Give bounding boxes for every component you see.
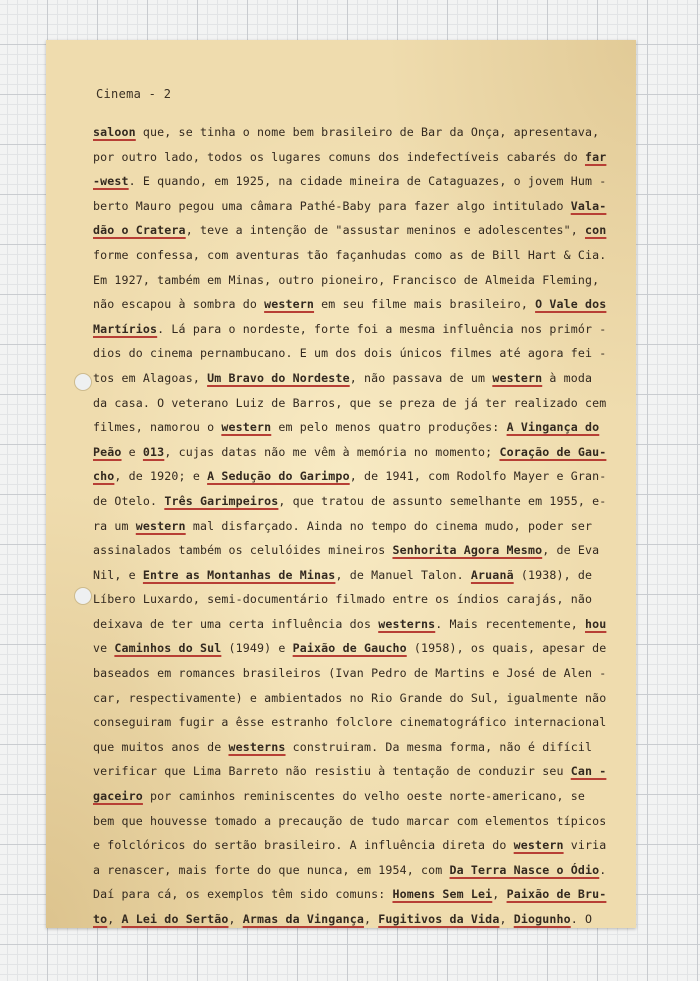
text-line xyxy=(93,317,608,342)
text-line xyxy=(93,538,608,563)
text-line xyxy=(93,612,608,637)
underlined-title: Armas da Vingança xyxy=(242,912,364,926)
text-segment: (1958), os quais, apesar de xyxy=(406,641,607,656)
text-segment: , xyxy=(492,887,507,902)
underlined-title: A Sedução do Garimpo xyxy=(207,469,350,484)
text-line xyxy=(93,145,608,170)
text-line xyxy=(93,366,608,391)
text-line xyxy=(93,218,608,243)
underlined-title: westerns xyxy=(378,616,436,631)
text-segment: , de Manuel Talon. xyxy=(335,567,471,582)
text-line xyxy=(93,833,608,858)
punch-hole xyxy=(74,587,92,605)
text-segment: de Otelo. xyxy=(93,493,165,508)
text-segment: e xyxy=(121,444,143,459)
text-segment: deixava de ter uma certa influência dos xyxy=(93,616,379,631)
text-segment: verificar que Lima Barreto não resistiu à tentação de conduzir seu xyxy=(93,764,571,779)
body-text xyxy=(93,120,608,932)
text-segment: à moda xyxy=(542,370,593,385)
underlined-title: dão o Cratera xyxy=(93,223,186,238)
underlined-title: Da Terra Nasce o Ódio xyxy=(449,862,600,877)
text-segment: , não passava de um xyxy=(349,370,493,385)
underlined-title: western xyxy=(135,518,186,533)
underlined-title: Can - xyxy=(570,764,607,779)
underlined-title: Peão xyxy=(93,444,122,459)
text-segment: por caminhos reminiscentes do velho oeste norte-americano, se xyxy=(142,789,585,804)
text-segment: Nil, e xyxy=(93,567,143,582)
text-line xyxy=(93,440,608,465)
underlined-title: gaceiro xyxy=(93,789,143,804)
text-line xyxy=(93,341,608,366)
text-segment: . Lá para o nordeste, forte foi a mesma influência nos primór - xyxy=(157,321,607,336)
text-segment: . Mais recentemente, xyxy=(435,616,585,631)
text-line xyxy=(93,784,608,809)
text-line xyxy=(93,710,608,735)
text-line xyxy=(93,882,608,907)
underlined-title: Fugitivos da Vida xyxy=(378,912,500,926)
text-segment: por outro lado, todos os lugares comuns dos indefectíveis cabarés do xyxy=(93,149,585,164)
underlined-title: western xyxy=(492,370,543,385)
text-line xyxy=(93,636,608,661)
text-segment: , cujas datas não me vêm à memória no momento; xyxy=(164,444,500,459)
underlined-title: Paixão de Bru- xyxy=(506,887,607,902)
text-line xyxy=(93,563,608,588)
text-segment: filmes, namorou o xyxy=(93,420,222,435)
underlined-title: Diogunho xyxy=(513,912,571,926)
underlined-title: Senhorita Agora Mesmo xyxy=(392,543,543,558)
text-line xyxy=(93,735,608,760)
text-line xyxy=(93,415,608,440)
text-segment: em pelo menos quatro produções: xyxy=(271,420,507,435)
text-line xyxy=(93,120,608,145)
underlined-title: western xyxy=(513,838,564,853)
underlined-title: westerns xyxy=(228,739,286,754)
underlined-title: A Lei do Sertão xyxy=(121,912,229,926)
text-segment: . xyxy=(599,862,607,877)
text-segment: mal disfarçado. Ainda no tempo do cinema mudo, poder ser xyxy=(185,518,593,533)
underlined-title: Martírios xyxy=(93,321,158,336)
underlined-title: O Vale dos xyxy=(535,297,607,312)
text-line xyxy=(93,661,608,686)
text-segment: car, respectivamente) e ambientados no Rio Grande do Sul, igualmente não xyxy=(93,690,607,705)
text-segment: a renascer, mais forte do que nunca, em 1954, com xyxy=(93,862,450,877)
underlined-title: hou xyxy=(584,616,607,631)
underlined-title: to xyxy=(93,912,108,926)
underlined-title: Aruanã xyxy=(470,567,514,582)
underlined-title: cho xyxy=(93,469,115,484)
underlined-title: Coração de Gau- xyxy=(499,444,607,459)
text-segment: e folclóricos do sertão brasileiro. A influência direta do xyxy=(93,838,514,853)
text-line xyxy=(93,169,608,194)
page-header: Cinema - 2 xyxy=(96,87,172,101)
text-line xyxy=(93,907,608,932)
underlined-title: western xyxy=(221,420,272,435)
text-line xyxy=(93,858,608,883)
text-segment: não escapou à sombra do xyxy=(93,297,265,312)
text-line xyxy=(93,292,608,317)
underlined-title: saloon xyxy=(93,125,136,139)
typewritten-page xyxy=(46,40,636,928)
underlined-title: Paixão de Gaucho xyxy=(292,641,407,656)
text-segment: Daí para cá, os exemplos têm sido comuns: xyxy=(93,887,393,902)
text-segment: que muitos anos de xyxy=(93,739,229,754)
text-segment: , xyxy=(107,912,122,926)
text-segment: dios do cinema pernambucano. E um dos dois únicos filmes até agora fei - xyxy=(93,346,607,361)
text-segment: , de 1920; e xyxy=(114,469,208,484)
text-line xyxy=(93,686,608,711)
text-segment: ra um xyxy=(93,518,136,533)
underlined-title: far xyxy=(584,149,607,164)
text-line xyxy=(93,268,608,293)
text-segment: , teve a intenção de "assustar meninos e adolescentes", xyxy=(185,223,585,238)
text-segment: (1949) e xyxy=(221,641,293,656)
text-segment: forme confessa, com aventuras tão façanhudas como as de Bill Hart & Cia. xyxy=(93,247,607,262)
text-segment: berto Mauro pegou uma câmara Pathé-Baby para fazer algo intitulado xyxy=(93,198,571,213)
text-segment: , xyxy=(499,912,514,926)
text-segment: construiram. Da mesma forma, não é difícil xyxy=(285,739,593,754)
text-segment: em seu filme mais brasileiro, xyxy=(314,297,536,312)
text-line xyxy=(93,464,608,489)
text-segment: ve xyxy=(93,641,115,656)
text-line xyxy=(93,587,608,612)
underlined-title: Entre as Montanhas de Minas xyxy=(142,567,336,582)
text-segment: que, se tinha o nome bem brasileiro de Bar da Onça, apresentava, xyxy=(135,125,600,139)
text-segment: , de 1941, com Rodolfo Mayer e Gran- xyxy=(349,469,607,484)
text-segment: , xyxy=(363,912,379,926)
underlined-title: con xyxy=(584,223,607,238)
text-segment: conseguiram fugir a êsse estranho folclore cinematográfico internacional xyxy=(93,715,607,730)
text-line xyxy=(93,489,608,514)
text-segment: (1938), de xyxy=(513,567,593,582)
text-line xyxy=(93,194,608,219)
underlined-title: western xyxy=(264,297,315,312)
text-segment: baseados em romances brasileiros (Ivan Pedro de Martins e José de Alen - xyxy=(93,666,607,681)
text-line xyxy=(93,759,608,784)
underlined-title: Um Bravo do Nordeste xyxy=(207,370,350,385)
text-segment: . E quando, em 1925, na cidade mineira de Cataguazes, o jovem Hum - xyxy=(128,174,607,189)
underlined-title: A Vingança do xyxy=(506,420,600,435)
text-segment: bem que houvesse tomado a precaução de tudo marcar com elementos típicos xyxy=(93,813,607,828)
text-segment: . O xyxy=(570,912,593,926)
text-line xyxy=(93,243,608,268)
underlined-title: Homens Sem Lei xyxy=(392,887,493,902)
text-line xyxy=(93,809,608,834)
underlined-title: Caminhos do Sul xyxy=(114,641,222,656)
text-line xyxy=(93,514,608,539)
underlined-title: 013 xyxy=(142,444,165,459)
text-segment: , que tratou de assunto semelhante em 1955, e- xyxy=(278,493,607,508)
text-segment: da casa. O veterano Luiz de Barros, que se preza de já ter realizado cem xyxy=(93,395,607,410)
text-segment: tos em Alagoas, xyxy=(93,370,208,385)
underlined-title: Vala- xyxy=(570,198,607,213)
text-segment: , xyxy=(228,912,243,926)
punch-hole xyxy=(74,373,92,391)
text-segment: Em 1927, também em Minas, outro pioneiro, Francisco de Almeida Fleming, xyxy=(93,272,600,287)
text-segment: , de Eva xyxy=(542,543,600,558)
text-line xyxy=(93,391,608,416)
text-segment: assinalados também os celulóides mineiros xyxy=(93,543,393,558)
underlined-title: Três Garimpeiros xyxy=(164,493,279,508)
text-segment: Líbero Luxardo, semi-documentário filmado entre os índios carajás, não xyxy=(93,592,593,607)
text-segment: viria xyxy=(563,838,607,853)
underlined-title: -west xyxy=(93,174,129,189)
